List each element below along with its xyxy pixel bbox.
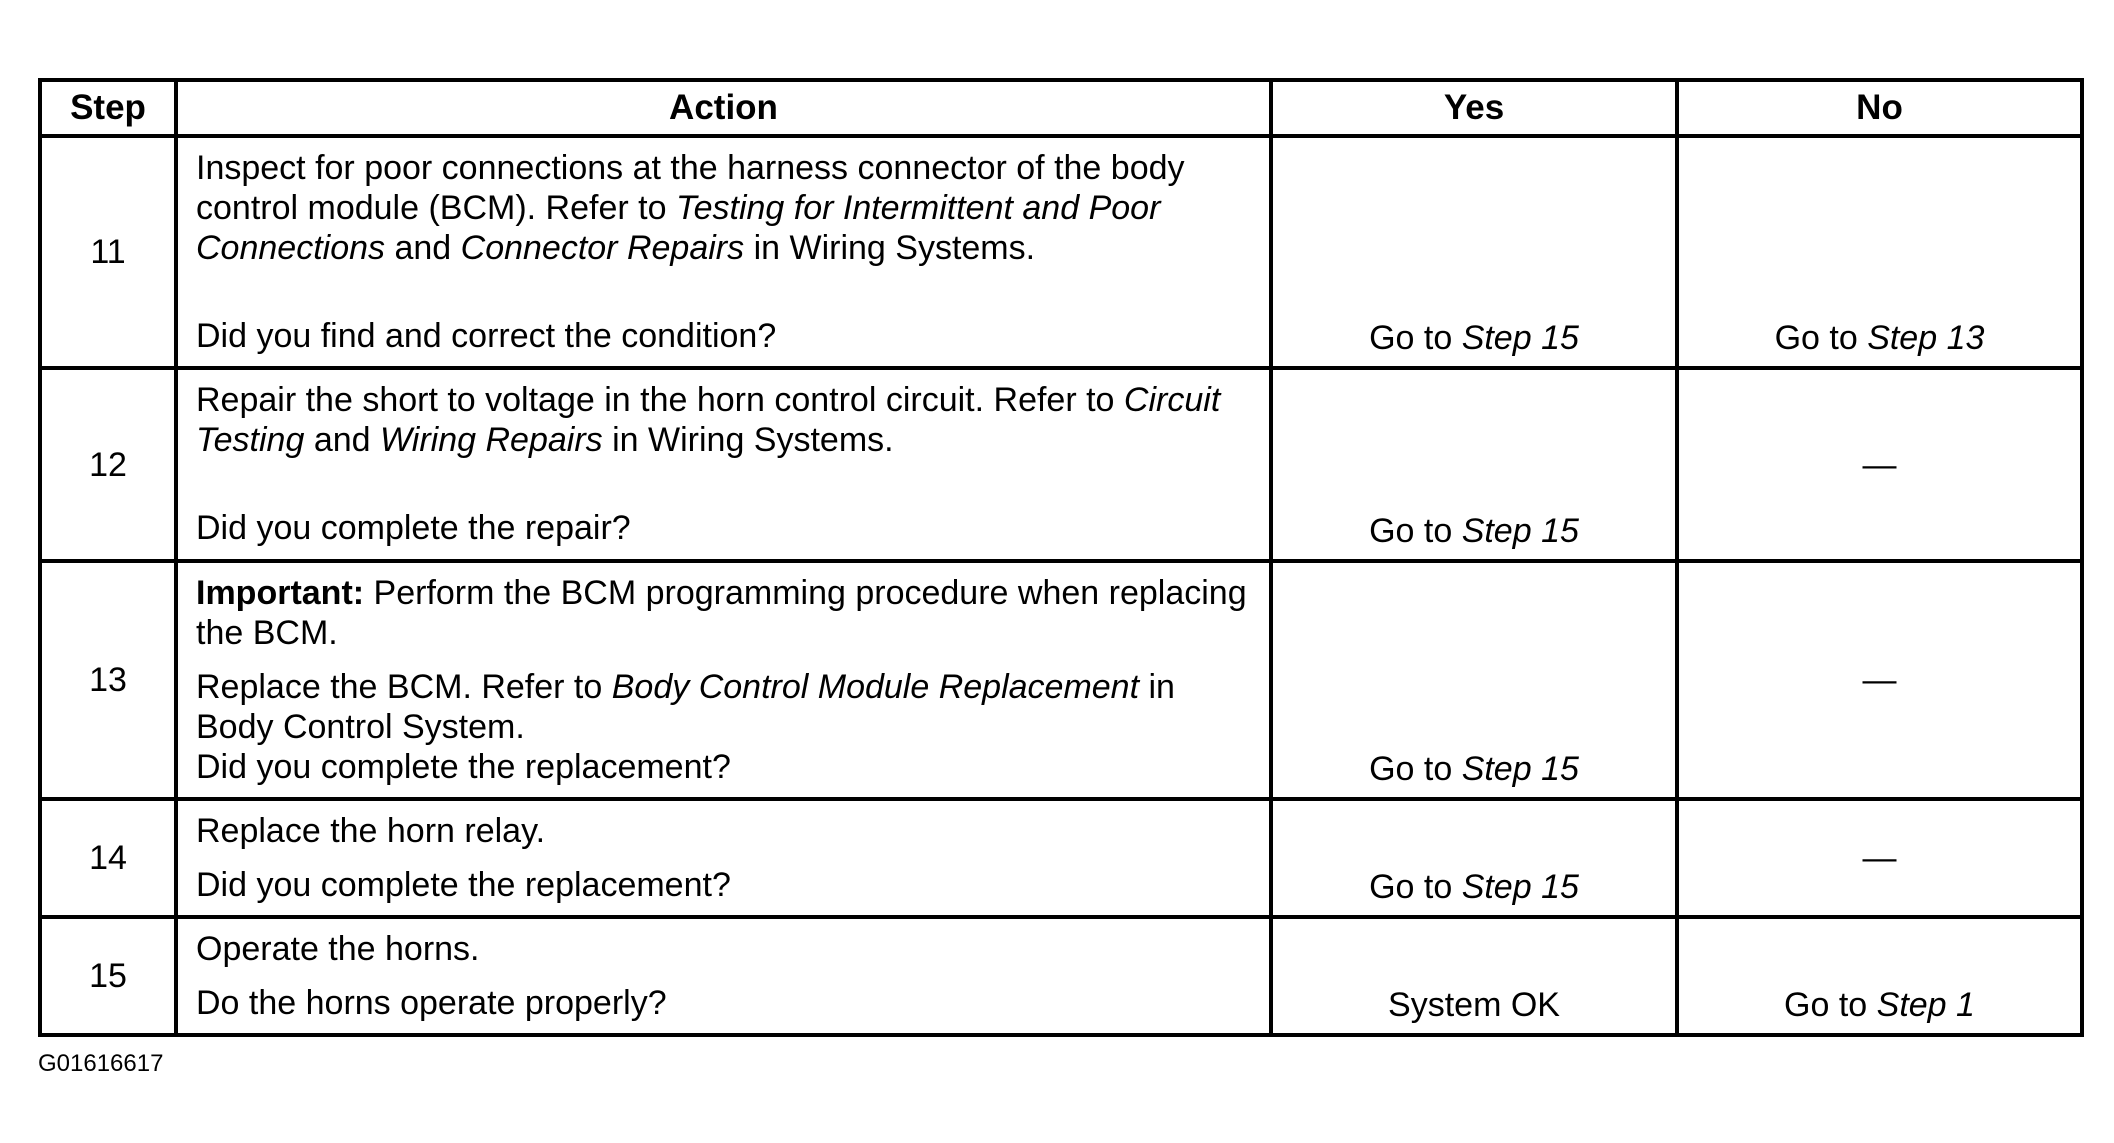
step-number: 11: [40, 136, 176, 368]
action-text: Repair the short to voltage in the horn control circuit. Refer to Circuit Testing and Wiring Repairs in Wiring Systems.: [196, 381, 1221, 459]
table-row: [40, 561, 2082, 799]
table-row: [40, 799, 2082, 917]
reference-link: Body Control Module Replacement: [611, 668, 1140, 706]
reference-link: Connector Repairs: [460, 229, 745, 267]
table-header-row: [40, 80, 2082, 136]
header-action: Action: [176, 80, 1271, 136]
no-cell: Go to Step 13: [1677, 136, 2082, 368]
reference-link: Testing for Intermittent and Poor Connections: [196, 189, 1161, 267]
action-cell: [176, 917, 1271, 1035]
question-text: Did you complete the replacement?: [196, 866, 731, 904]
yes-cell: Go to Step 15: [1271, 799, 1677, 917]
no-cell: —: [1677, 368, 2082, 561]
step-number: 12: [40, 368, 176, 561]
figure-id: G01616617: [38, 1050, 164, 1077]
question-text: Did you complete the repair?: [196, 509, 631, 547]
step-number: 14: [40, 799, 176, 917]
diagnostic-table: [38, 78, 2084, 1037]
important-label: Important:: [196, 574, 365, 612]
reference-link: Circuit Testing: [196, 381, 1221, 459]
step-number: 15: [40, 917, 176, 1035]
table-row: [40, 136, 2082, 368]
step-number: 13: [40, 561, 176, 799]
action-cell: [176, 368, 1271, 561]
step-reference: Step 15: [1461, 512, 1579, 550]
step-reference: Step 13: [1867, 319, 1985, 357]
action-text: Inspect for poor connections at the harness connector of the body control module (BCM). Refer to Testing for Intermittent and Poor Connections and Connector Repairs in Wiring Systems.: [196, 149, 1185, 267]
no-cell: Go to Step 1: [1677, 917, 2082, 1035]
header-step: Step: [40, 80, 176, 136]
table-row: [40, 917, 2082, 1035]
step-reference: Step 15: [1461, 868, 1579, 906]
header-yes: Yes: [1271, 80, 1677, 136]
action-text: Operate the horns.: [196, 930, 480, 968]
yes-cell: Go to Step 15: [1271, 136, 1677, 368]
action-text: Replace the horn relay.: [196, 812, 546, 850]
yes-cell: Go to Step 15: [1271, 368, 1677, 561]
question-text: Did you find and correct the condition?: [196, 317, 777, 355]
yes-cell: Go to Step 15: [1271, 561, 1677, 799]
action-cell: [176, 561, 1271, 799]
step-reference: Step 15: [1461, 319, 1579, 357]
header-no: No: [1677, 80, 2082, 136]
step-reference: Step 15: [1461, 750, 1579, 788]
action-text: Replace the BCM. Refer to Body Control Module Replacement in Body Control System.: [196, 668, 1175, 746]
important-note: Important: Perform the BCM programming procedure when replacing the BCM.: [196, 574, 1247, 652]
table-row: [40, 368, 2082, 561]
reference-link: Wiring Repairs: [380, 421, 603, 459]
question-text: Do the horns operate properly?: [196, 984, 667, 1022]
step-reference: Step 1: [1876, 986, 1975, 1024]
action-cell: [176, 136, 1271, 368]
action-cell: [176, 799, 1271, 917]
no-cell: —: [1677, 799, 2082, 917]
question-text: Did you complete the replacement?: [196, 748, 731, 786]
yes-cell: System OK: [1271, 917, 1677, 1035]
no-cell: —: [1677, 561, 2082, 799]
